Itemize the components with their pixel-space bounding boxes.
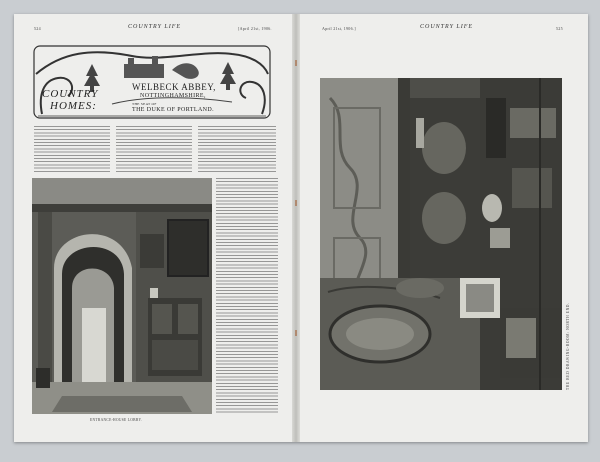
left-magazine-title: COUNTRY LIFE [128,24,182,30]
country-homes-masthead [32,44,272,120]
masthead-seat-prefix: THE SEAT OF [132,102,157,106]
left-page-number: 524 [34,26,41,31]
masthead-county: NOTTINGHAMSHIRE, [140,93,206,99]
masthead-line1: COUNTRY [42,88,99,100]
binding-stitch [295,200,297,206]
body-text-column [116,126,192,172]
drawing-room-illustration [320,78,562,390]
binding-stitch [295,60,297,66]
lobby-illustration [32,178,212,414]
left-photo-caption: ENTRANCE-HOUSE LOBBY. [90,418,143,422]
binding-stitch [295,330,297,336]
right-magazine-title: COUNTRY LIFE [420,24,474,30]
masthead-line2-word: HOMES [50,100,93,112]
masthead-line2-mark: : [92,100,97,112]
left-page-date: [April 21st, 1906. [238,26,272,31]
masthead-owner: THE DUKE OF PORTLAND. [132,107,215,113]
masthead-line2 [50,100,97,112]
masthead-estate-name: WELBECK ABBEY, [132,82,216,92]
body-text-column [216,178,278,414]
entrance-lobby-photo [32,178,212,414]
right-photo-side-caption: THE RED DRAWING-ROOM: NORTH END. [566,302,570,390]
right-page-number: 525 [556,26,563,31]
right-page-date: April 21st, 1906.] [322,26,356,31]
body-text-column [198,126,276,172]
body-text-column [34,126,110,172]
page-gutter [292,14,300,442]
red-drawing-room-photo [320,78,562,390]
